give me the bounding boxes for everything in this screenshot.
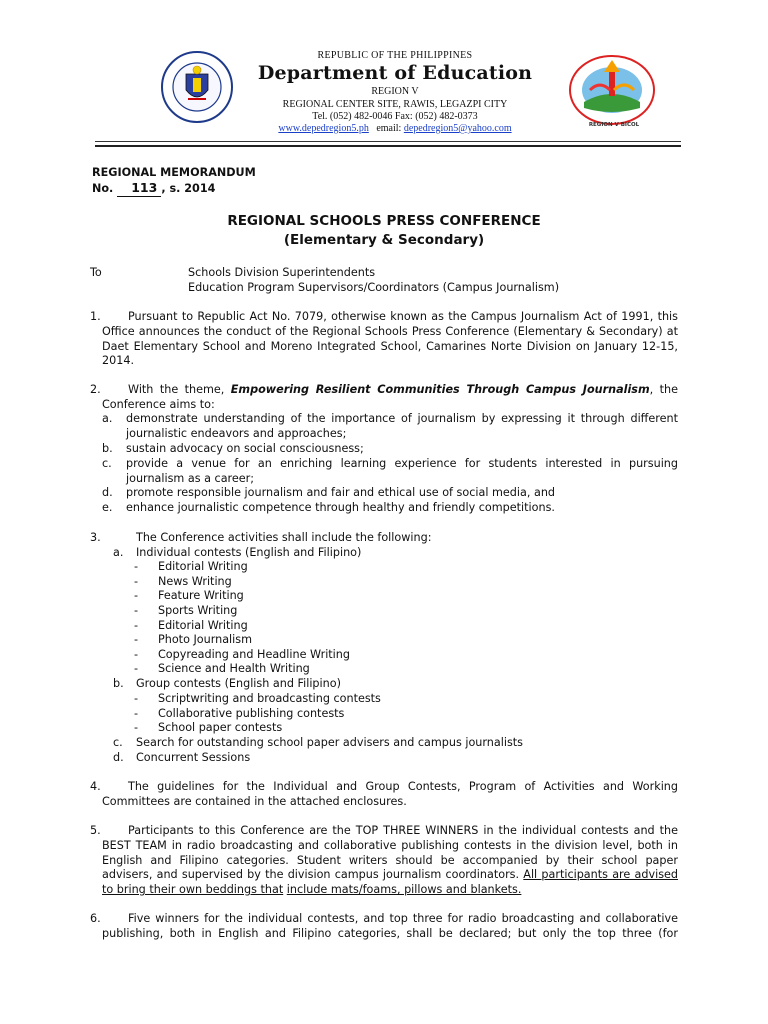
group-contest: School paper contests — [158, 721, 283, 734]
memo-number-line — [92, 181, 215, 197]
para-2-intro-after: , the Conference aims to: — [102, 383, 678, 411]
list-dash: - — [134, 633, 139, 646]
memo-label: REGIONAL MEMORANDUM — [92, 166, 256, 179]
memo-number: 113 — [117, 181, 161, 197]
para-3-intro: The Conference activities shall include the following: — [136, 531, 432, 544]
individual-contest: Sports Writing — [158, 604, 238, 617]
aim-marker: d. — [102, 486, 113, 499]
letterhead-contact — [250, 123, 540, 134]
para-2-number: 2. — [90, 383, 101, 396]
aim-text: demonstrate understanding of the importance of journalism by expressing it through different journalistic endeavors and approaches; — [126, 412, 678, 440]
para-2-intro-before: With the theme, — [128, 383, 231, 396]
to-recipient-1: Schools Division Superintendents — [188, 266, 376, 279]
activity-a-label: Individual contests (English and Filipino) — [136, 546, 362, 559]
aim-marker: e. — [102, 501, 113, 514]
para-3-number: 3. — [90, 531, 101, 544]
para-4: The guidelines for the Individual and Group Contests, Program of Activities and Working Committees are contained in the attached enclosures. — [102, 780, 678, 808]
individual-contest: Photo Journalism — [158, 633, 252, 646]
aim-text: provide a venue for an enriching learning experience for students interested in pursuing journalism as a career; — [126, 457, 678, 485]
letterhead-region: REGION V — [371, 86, 419, 97]
individual-contest: Editorial Writing — [158, 619, 248, 632]
aim-marker: b. — [102, 442, 113, 455]
list-dash: - — [134, 604, 139, 617]
activity-b-marker: b. — [113, 677, 124, 690]
list-dash: - — [134, 648, 139, 661]
para-6-number: 6. — [90, 912, 101, 925]
memo-title: REGIONAL SCHOOLS PRESS CONFERENCE — [227, 213, 541, 229]
letterhead-rule — [95, 141, 681, 142]
aim-text: enhance journalistic competence through healthy and friendly competitions. — [126, 501, 555, 514]
activity-c-label: Search for outstanding school paper advisers and campus journalists — [136, 736, 524, 749]
aim-text: promote responsible journalism and fair and ethical use of social media, and — [126, 486, 556, 499]
memo-subtitle: (Elementary & Secondary) — [283, 232, 485, 248]
para-5-number: 5. — [90, 824, 101, 837]
aim-marker: c. — [102, 457, 112, 470]
to-recipient-2: Education Program Supervisors/Coordinators (Campus Journalism) — [188, 281, 560, 294]
individual-contest: Science and Health Writing — [158, 662, 310, 675]
letterhead-republic: REPUBLIC OF THE PHILIPPINES — [317, 50, 473, 61]
group-contest: Collaborative publishing contests — [158, 707, 345, 720]
deped-seal-icon — [160, 50, 234, 124]
list-dash: - — [134, 721, 139, 734]
email-label: email: — [376, 123, 402, 134]
list-dash: - — [134, 707, 139, 720]
activity-b-label: Group contests (English and Filipino) — [136, 677, 341, 690]
individual-contest: News Writing — [158, 575, 232, 588]
letterhead-department: Department of Education — [257, 62, 533, 84]
list-dash: - — [134, 560, 139, 573]
letterhead-tel-fax: Tel. (052) 482-0046 Fax: (052) 482-0373 — [312, 111, 478, 122]
list-dash: - — [134, 589, 139, 602]
letterhead-site: REGIONAL CENTER SITE, RAWIS, LEGAZPI CITY — [282, 99, 508, 110]
activity-a-marker: a. — [113, 546, 124, 559]
para-1-number: 1. — [90, 310, 101, 323]
email-link[interactable]: depedregion5@yahoo.com — [403, 123, 512, 134]
activity-d-marker: d. — [113, 751, 124, 764]
para-5-underlined-2: include mats/foams, pillows and blankets. — [286, 883, 522, 897]
list-dash: - — [134, 575, 139, 588]
to-label: To — [90, 266, 102, 279]
conference-theme: Empowering Resilient Communities Through Campus Journalism — [230, 383, 650, 396]
website-link[interactable]: www.depedregion5.ph — [278, 123, 369, 134]
list-dash: - — [134, 692, 139, 705]
para-5-text: Participants to this Conference are the TOP THREE WINNERS in the individual contests and the BEST TEAM in radio broadcasting and collaborative publishing contests in the division level, both in English and Filipino categories. Student writers should be accompanied by their school paper advisers, and supervised by the division campus journalism coordinators. — [102, 824, 678, 882]
letterhead-rule-thick — [95, 145, 681, 147]
list-dash: - — [134, 619, 139, 632]
para-5-underlined-1: All participants are advised to bring their own beddings that — [102, 868, 679, 897]
right-seal-caption: REGION V BICOL — [588, 122, 640, 128]
individual-contest: Copyreading and Headline Writing — [158, 648, 350, 661]
para-6: Five winners for the individual contests, and top three for radio broadcasting and collaborative publishing, both in English and Filipino categories, shall be declared; but only the top three (for — [102, 912, 678, 940]
memo-series: , s. 2014 — [161, 182, 216, 195]
para-2-intro — [102, 383, 678, 413]
para-1: Pursuant to Republic Act No. 7079, otherwise known as the Campus Journalism Act of 1991, this Office announces the conduct of the Regional Schools Press Conference (Elementary & Secondary) at Daet Elementary School and Moreno Integrated School, Camarines Norte Division on January 12-15, 2014. — [102, 310, 678, 368]
activity-c-marker: c. — [113, 736, 123, 749]
aim-marker: a. — [102, 412, 113, 425]
para-4-number: 4. — [90, 780, 101, 793]
individual-contest: Editorial Writing — [158, 560, 248, 573]
group-contest: Scriptwriting and broadcasting contests — [158, 692, 381, 705]
memo-no-prefix: No. — [92, 182, 114, 195]
para-5 — [102, 824, 678, 898]
list-dash: - — [134, 662, 139, 675]
aim-text: sustain advocacy on social consciousness; — [126, 442, 364, 455]
individual-contest: Feature Writing — [158, 589, 244, 602]
activity-d-label: Concurrent Sessions — [136, 751, 251, 764]
